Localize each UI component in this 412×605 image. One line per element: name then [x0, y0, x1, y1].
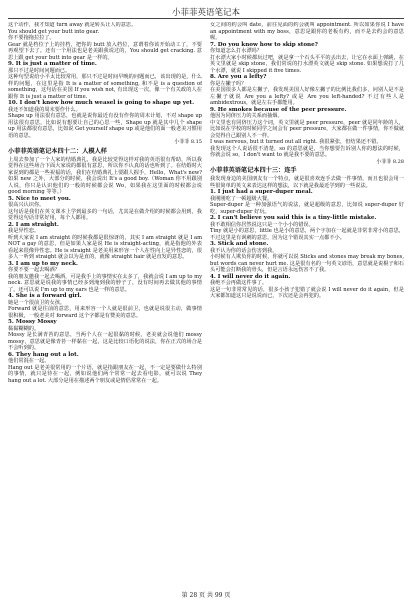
phrase-heading: 3. I am up to my neck.	[8, 260, 79, 267]
paragraph: 我刚刚吃了一顿超级大餐。	[210, 195, 273, 202]
paragraph: 打水漂大家小时候都玩过吧，就是拿一个石头平平的丢出去，让它在水面上弹跳，在英文里就是 skip stone，我们常说的打水漂英文就是 skip stone. 如果想说打了几个水漂，就说 I skipped it five times.	[210, 54, 404, 74]
paragraph: 我发现这个人说话很不清楚，so 的意思就是，当你想要告诉别人你的想法的时候，你就会说 so，I don't want to 就是我不要的意思。	[210, 145, 404, 158]
paragraph: 你不要拖拖拉拉了。	[8, 35, 55, 41]
section-title: 小菲菲英语笔记本四十三：连手	[210, 167, 297, 174]
paragraph: 我不敢相信你居然说这只是一个小小的错误。	[210, 221, 314, 228]
paragraph: Tiny 就是小的意思，little 也是小的意思，两个字加在一起就是非常非常小的意思，不过这里是有讽刺的意思，因为这个错误其实一点都不小。	[210, 228, 404, 241]
phrase-heading: 8. Are you a lefty?	[210, 74, 267, 80]
page-header: 小菲菲英语笔记本	[171, 8, 240, 18]
header-rule	[8, 18, 404, 19]
paragraph: 这种句型说给小平太比较常用，那只不过是时间早晚的问题而已，该出现的是，什么样的问题，在这里是指 It is a matter of something, 和不是 is a question of something，这句话在美国 If you wish not, 有出现这一次，像一个有关政的人在跟你 It is just a matter of time.	[8, 74, 202, 100]
phrase-heading: 1. I just had a super-duper meal.	[210, 189, 313, 195]
paragraph: 上周去参加了一个人家的结婚典礼，我是比较觉得这样对我的英语很有帮助，所以我觉得在这些场合下面大家说的都很有意思，所以你不认真的话也听到了。在结婚时大家说到的都是一些祝福的话，我们在结婚典礼上要跟人握手，Hello，What's new? 如果 new 之外，大部分的时候，我会说出 It's a good boy.（Woman 你不用跟别人说，你只是认识他们的一般的时候都会说 Wo，如果我在这里面的时候都会说 good morning 等等。）	[8, 156, 202, 195]
paragraph: You should get your butt into gear.	[8, 28, 100, 35]
paragraph: 这是一句非常常见的话，很多小孩子犯错了就会说 I will never do it again，但是大家都知道这只是说说而已，下次还是会再犯的。	[210, 286, 404, 299]
paragraph: 在美国很多人都是左撇子，我发现美国人好像左撇子的比例比我们多，问别人是不是左撇子就说 Are you a lefty? 或是 Are you left-handed? 不过有些人是 ambidextrous，就是左右手都能用。	[210, 87, 404, 106]
paragraph: 黏黏糊糊的。	[8, 325, 40, 332]
paragraph: Gear 就是档位子上的挂档，把你的 butt 放入档位，意谓着你该开始动工了，不要再观望下去了。还有一个用法也是老美跟我说过的，You should get cracking. 意思上跟 get your butt into gear 是一样的。	[8, 41, 202, 61]
phrase-heading: 2. I can't believe you said this is a tiny-little mistake.	[210, 215, 377, 221]
phrase-heading: 5. Mossy Mossy	[8, 319, 57, 325]
paragraph: 她是一个很前卫的女孩。	[8, 299, 66, 306]
paragraph: Mossy 是长满青苔的意思，当两个人在一起很黏的时候，老美就会说他们 mossy mossy，意思就是像青苔一样黏在一起，这是比较口语化的说法，你在正式的场合是不会听到的。	[8, 332, 202, 351]
phrase-heading: 10. I don't know how much weasel is going to shape up yet.	[8, 100, 195, 106]
page-footer: 第 28 页 共 99 页	[181, 592, 231, 599]
paragraph: 我是异性恋。	[8, 228, 40, 234]
signature-date: 小菲菲 8.28	[376, 158, 404, 165]
phrase-heading: 5. Nice to meet you.	[8, 195, 71, 202]
paragraph: 这句话是我们在英文课本上学到最多的一句话，尤其是在做介绍的时候都会用到，我觉得这句话非常好用，每个人都用。	[8, 208, 202, 221]
phrase-heading: 4. I will never do it again.	[210, 273, 291, 280]
paragraph: 女之间的约会叫 date，前往见面的约会就叫 appointment. 所以如果你说 I have an appointment with my boss，意思是跟你的老板有约，而不是去约会的意思喔。	[210, 22, 404, 41]
right-column	[210, 22, 404, 585]
paragraph: I was nervous, but it turned out all right. 我很紧张，但结果还不错。	[210, 139, 382, 145]
phrase-heading: 9. He smokes because of the peer pressure.	[210, 106, 347, 113]
paragraph: 中文里也有同侪压力这个词，英文里就是 peer pressure，peer 就是同年龄的人，比如说在学校的时候同学之间会有 peer pressure，大家都在做一件事情，你不做就会觉得自己跟别人不一样。	[210, 119, 404, 139]
section-title: 小菲菲英语笔记本四十二：人模人样	[8, 147, 107, 155]
paragraph: 我还不知道我的周末要作什么。	[8, 106, 81, 113]
left-column	[8, 22, 202, 585]
paragraph: Super-duper 是一种加强语气的说法，就是超级的意思，比如说 super-duper 好吃，super-duper 好玩。	[210, 202, 404, 215]
phrase-heading: 6. They hang out a lot.	[8, 351, 79, 358]
paragraph: 听到大家说 I am straight 的时候我都是很惊讶的，其实 I am straight 就是 I am NOT a gay 的意思，但是如果人家是说 He is straight-acting，就是指他的外表看起来很像异性恋。He is straight 是老美用来形容一个人在性向上是异性恋的，很多人一听到 straight 就会以为是直的，就像 straight hair 就是直发的意思。	[8, 234, 202, 260]
paragraph: Hang out 是老美很常用的一个片语，就是指跟朋友在一起，不一定是要做什么特别的事情，就只是待在一起，例如说他们两个常常一起去看电影，就可以说 They hang out a lot. 大部分是用在描述两个朋友或是情侣常常在一起。	[8, 364, 202, 384]
paragraph: 你是左撇子吗？	[210, 80, 247, 87]
paragraph: 你知道怎么打水漂吗？	[210, 48, 262, 54]
phrase-heading: 7. Do you know how to skip stone?	[210, 41, 318, 48]
phrase-heading: 3. Stick and stone.	[210, 241, 269, 247]
paragraph: 我的朋友邀我一起去喝酒，可是我手上的事情实在太多了，我就会说 I am up to my neck. 意思就是说我的事情已经多到淹到我的脖子了，没有时间再去做其他的事情了。还可以说 I'm up to my ears 也是一样的意思。	[8, 273, 202, 293]
paragraph: 你要不要一起去喝酒？	[8, 267, 60, 273]
paragraph: 我发现身边的美国朋友有一个特点，就是很喜欢连手去做一件事情，而且也很会用一些很简单的英文来表达这样的想法，以下就是我最近学到的一些说法。	[210, 176, 404, 189]
paragraph: 这个动作，我才知道 turn away 就是转头让人的意思。	[8, 22, 137, 28]
paragraph: 小时候有人欺负你的时候，你就可以说 Sticks and stones may break my bones, but words can never hurt me. 这是很有名的一句英文谚语，意思就是说棍子和石头可能会打断我的骨头，但是言语永远伤害不了我。	[210, 254, 404, 273]
phrase-heading: 2. I am straight.	[8, 221, 59, 228]
paragraph: 他们常混在一起。	[8, 358, 50, 364]
paragraph: 我不认为你的话会伤害到我。	[210, 247, 278, 254]
paragraph: Forward 就是往前的意思，用来形容一个人就是很前卫，也就是说很主动，做事情很积极，一般老美对 forward 这个字都是有赞美的意思。	[8, 306, 202, 319]
phrase-heading: 9. It is just a matter of time.	[8, 61, 97, 67]
phrase-heading: 4. She is a forward girl.	[8, 293, 82, 299]
paragraph: 他因为同侪压力的关系而抽烟。	[210, 113, 283, 119]
paragraph: 那只不过是时间问题而已。	[8, 67, 71, 74]
paragraph: 我绝不会再做这件事了。	[210, 280, 268, 286]
signature-date: 小菲菲 8.15	[174, 139, 202, 145]
paragraph: 很高兴认识你。	[8, 202, 45, 208]
paragraph: Shape up 用法很有意思，也就是说你最近有没有作你的周末计划，不对 shape up 用法很有意思，比如说有想要让自己的心思一些，Shape up 就是其中几个 shape up 用法都很有意思，比如说 Get yourself shape up 或是他们的面一般老美习惯用语的意思。	[8, 113, 202, 139]
